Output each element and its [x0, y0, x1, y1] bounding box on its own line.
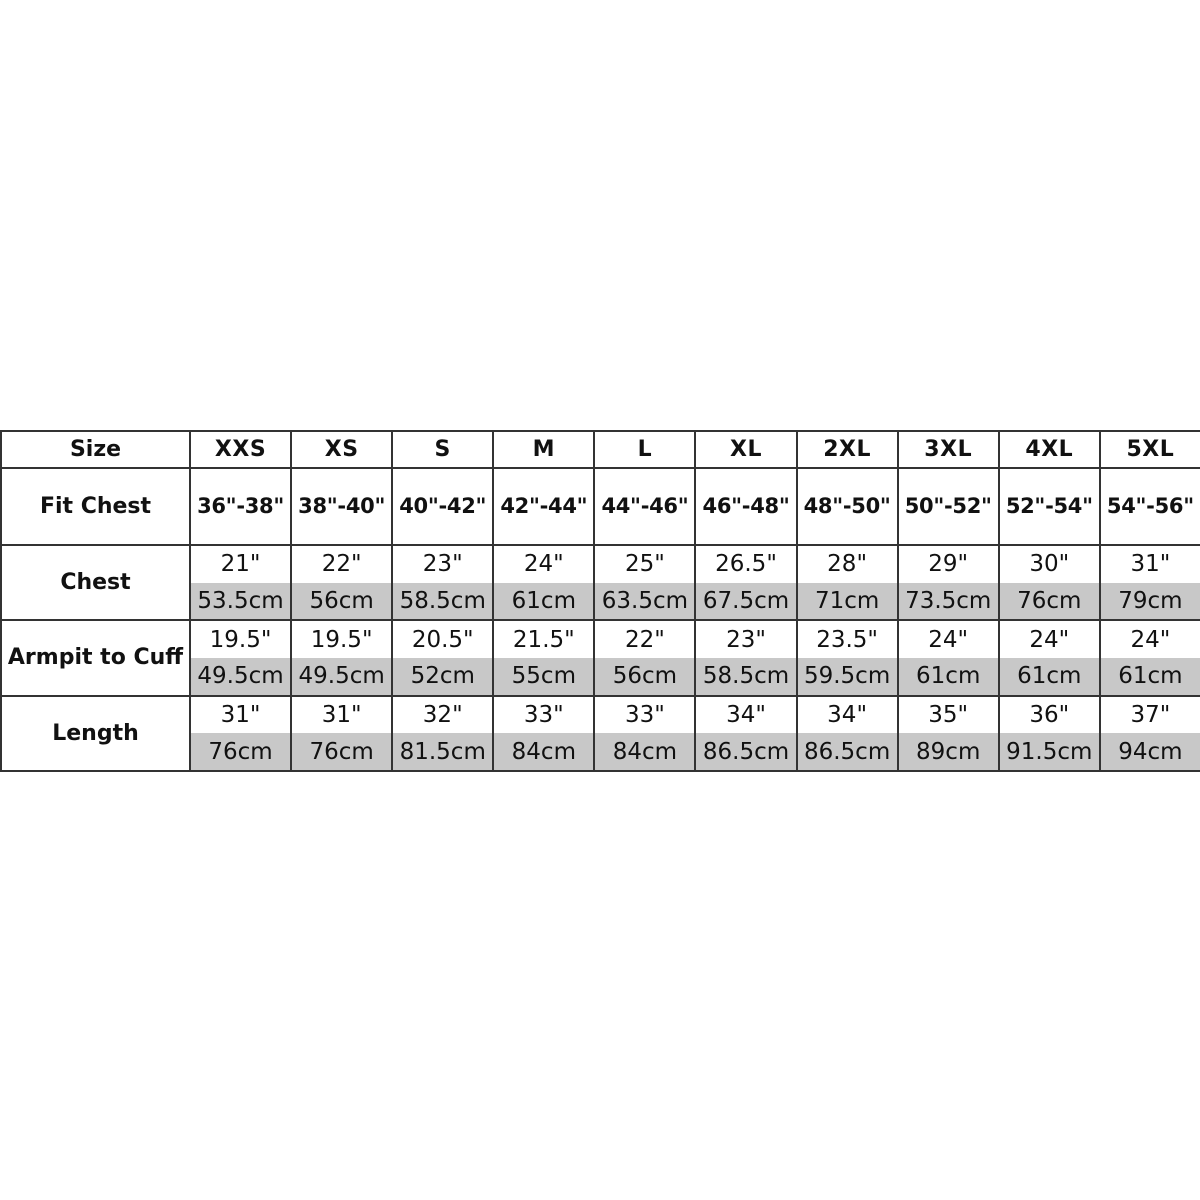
chest-inches-cell: 21"	[190, 545, 291, 583]
chest-cm-cell: 53.5cm	[190, 583, 291, 621]
armpit-to-cuff-cm-cell: 56cm	[594, 658, 695, 696]
size-chart	[0, 430, 1200, 772]
armpit-to-cuff-inches-cell: 24"	[999, 620, 1100, 658]
chest-inches-cell: 26.5"	[695, 545, 796, 583]
size-header-cell: 2XL	[797, 431, 898, 468]
size-header-cell: L	[594, 431, 695, 468]
armpit-to-cuff-inches-cell: 20.5"	[392, 620, 493, 658]
length-inches-cell: 34"	[797, 696, 898, 734]
chest-inches-cell: 30"	[999, 545, 1100, 583]
length-inches-cell: 35"	[898, 696, 999, 734]
length-cm-cell: 86.5cm	[695, 733, 796, 771]
armpit-to-cuff-inches-cell: 23.5"	[797, 620, 898, 658]
armpit-to-cuff-cm-cell: 59.5cm	[797, 658, 898, 696]
size-header-cell: XXS	[190, 431, 291, 468]
size-header-cell: 5XL	[1100, 431, 1200, 468]
fit-chest-row-label: Fit Chest	[1, 468, 190, 545]
fit-chest-cell: 46"-48"	[695, 468, 796, 545]
length-cm-cell: 84cm	[594, 733, 695, 771]
armpit-to-cuff-row-label: Armpit to Cuff	[1, 620, 190, 695]
armpit-to-cuff-cm-cell: 61cm	[999, 658, 1100, 696]
length-cm-cell: 89cm	[898, 733, 999, 771]
size-header-cell: 4XL	[999, 431, 1100, 468]
chest-inches-row	[1, 545, 1200, 583]
length-inches-cell: 33"	[493, 696, 594, 734]
length-inches-cell: 34"	[695, 696, 796, 734]
fit-chest-cell: 54"-56"	[1100, 468, 1200, 545]
chest-inches-cell: 24"	[493, 545, 594, 583]
armpit-to-cuff-cm-cell: 49.5cm	[190, 658, 291, 696]
length-inches-cell: 33"	[594, 696, 695, 734]
length-cm-cell: 94cm	[1100, 733, 1200, 771]
size-header-cell: S	[392, 431, 493, 468]
size-chart-table	[0, 430, 1200, 772]
armpit-to-cuff-inches-cell: 22"	[594, 620, 695, 658]
fit-chest-cell: 40"-42"	[392, 468, 493, 545]
armpit-to-cuff-inches-cell: 24"	[898, 620, 999, 658]
length-cm-cell: 81.5cm	[392, 733, 493, 771]
fit-chest-cell: 42"-44"	[493, 468, 594, 545]
chest-cm-cell: 76cm	[999, 583, 1100, 621]
armpit-to-cuff-cm-cell: 49.5cm	[291, 658, 392, 696]
length-inches-cell: 36"	[999, 696, 1100, 734]
length-inches-cell: 32"	[392, 696, 493, 734]
chest-inches-cell: 22"	[291, 545, 392, 583]
armpit-to-cuff-cm-cell: 52cm	[392, 658, 493, 696]
length-row-label: Length	[1, 696, 190, 771]
chest-cm-cell: 61cm	[493, 583, 594, 621]
length-inches-cell: 31"	[291, 696, 392, 734]
armpit-to-cuff-inches-cell: 21.5"	[493, 620, 594, 658]
length-inches-cell: 37"	[1100, 696, 1200, 734]
fit-chest-cell: 52"-54"	[999, 468, 1100, 545]
armpit-to-cuff-inches-row	[1, 620, 1200, 658]
length-cm-cell: 86.5cm	[797, 733, 898, 771]
armpit-to-cuff-cm-cell: 55cm	[493, 658, 594, 696]
fit-chest-row	[1, 468, 1200, 545]
chest-inches-cell: 28"	[797, 545, 898, 583]
armpit-to-cuff-inches-cell: 24"	[1100, 620, 1200, 658]
length-cm-cell: 76cm	[291, 733, 392, 771]
chest-cm-cell: 58.5cm	[392, 583, 493, 621]
chest-cm-cell: 67.5cm	[695, 583, 796, 621]
length-cm-cell: 76cm	[190, 733, 291, 771]
chest-cm-cell: 71cm	[797, 583, 898, 621]
chest-cm-cell: 79cm	[1100, 583, 1200, 621]
fit-chest-cell: 48"-50"	[797, 468, 898, 545]
length-cm-cell: 91.5cm	[999, 733, 1100, 771]
chest-row-label: Chest	[1, 545, 190, 620]
armpit-to-cuff-inches-cell: 19.5"	[190, 620, 291, 658]
armpit-to-cuff-cm-cell: 61cm	[898, 658, 999, 696]
length-inches-row	[1, 696, 1200, 734]
chest-inches-cell: 25"	[594, 545, 695, 583]
fit-chest-cell: 36"-38"	[190, 468, 291, 545]
armpit-to-cuff-cm-cell: 58.5cm	[695, 658, 796, 696]
fit-chest-cell: 50"-52"	[898, 468, 999, 545]
armpit-to-cuff-cm-cell: 61cm	[1100, 658, 1200, 696]
chest-inches-cell: 23"	[392, 545, 493, 583]
size-header-cell: 3XL	[898, 431, 999, 468]
chest-inches-cell: 29"	[898, 545, 999, 583]
chest-cm-cell: 73.5cm	[898, 583, 999, 621]
size-header-cell: XS	[291, 431, 392, 468]
size-header-cell: XL	[695, 431, 796, 468]
chest-inches-cell: 31"	[1100, 545, 1200, 583]
fit-chest-cell: 38"-40"	[291, 468, 392, 545]
size-row-label: Size	[1, 431, 190, 468]
length-cm-cell: 84cm	[493, 733, 594, 771]
armpit-to-cuff-inches-cell: 19.5"	[291, 620, 392, 658]
size-header-cell: M	[493, 431, 594, 468]
size-header-row	[1, 431, 1200, 468]
armpit-to-cuff-inches-cell: 23"	[695, 620, 796, 658]
chest-cm-cell: 63.5cm	[594, 583, 695, 621]
fit-chest-cell: 44"-46"	[594, 468, 695, 545]
chest-cm-cell: 56cm	[291, 583, 392, 621]
length-inches-cell: 31"	[190, 696, 291, 734]
